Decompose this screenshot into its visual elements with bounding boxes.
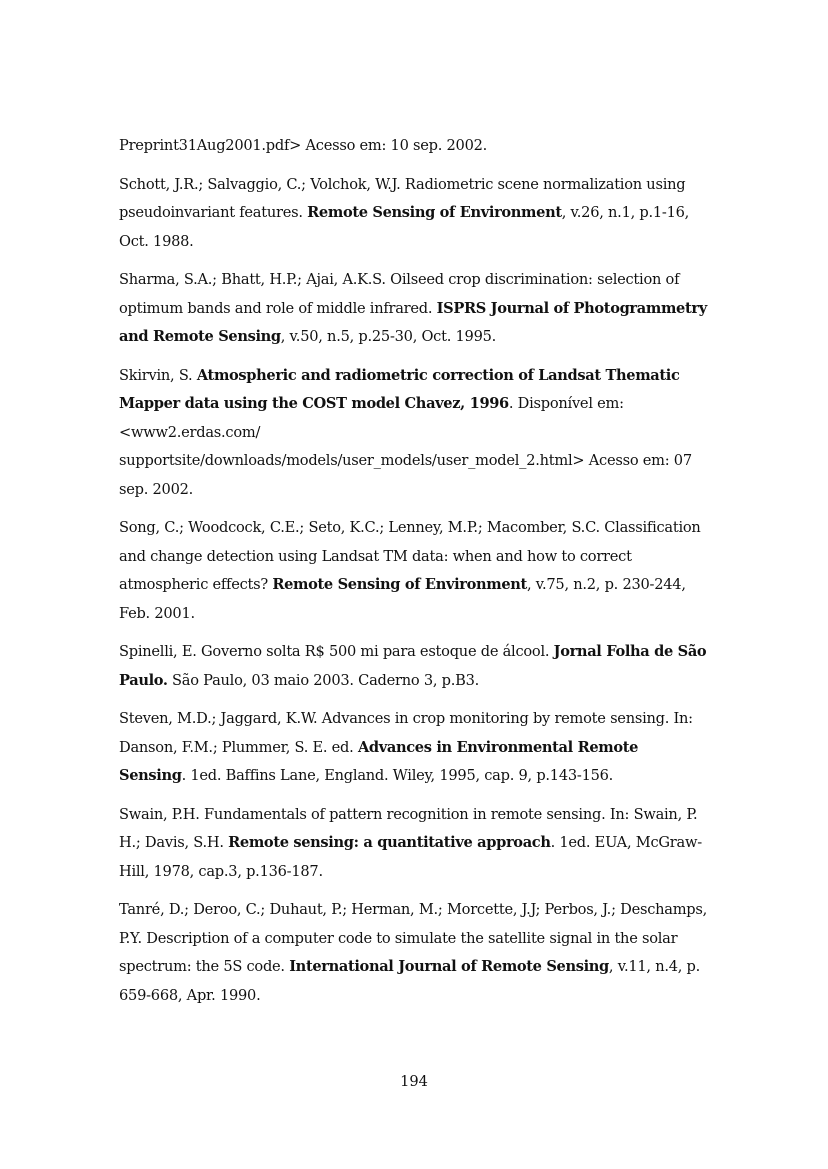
reference-entry bbox=[119, 638, 709, 695]
reference-text: Skirvin, S. bbox=[119, 366, 197, 384]
reference-entry bbox=[119, 801, 709, 887]
reference-source-title: International Journal of Remote Sensing bbox=[289, 958, 609, 975]
reference-text: Preprint31Aug2001.pdf> Acesso em: 10 sep. 2002. bbox=[119, 137, 488, 154]
reference-entry bbox=[119, 514, 709, 628]
reference-details: . 1ed. EUA, McGraw-Hill, 1978, cap.3, p.136-187. bbox=[119, 834, 702, 880]
reference-source-title: Jornal Folha de São Paulo. bbox=[119, 643, 707, 689]
reference-text: Steven, M.D.; Jaggard, K.W. Advances in crop monitoring by remote sensing. In: Danson, F.M.; Plummer, S. E. ed. bbox=[119, 710, 693, 756]
reference-text: Song, C.; Woodcock, C.E.; Seto, K.C.; Lenney, M.P.; Macomber, S.C. Classification and change detection using Landsat TM data: when and how to correct atmospheric effects? bbox=[119, 519, 701, 593]
reference-details: , v.11, n.4, p. 659-668, Apr. 1990. bbox=[119, 958, 701, 1004]
reference-entry bbox=[119, 132, 709, 161]
reference-source-title: Remote Sensing of Environment bbox=[272, 576, 527, 593]
reference-text: Spinelli, E. Governo solta R$ 500 mi para estoque de álcool. bbox=[119, 643, 554, 660]
reference-text: Sharma, S.A.; Bhatt, H.P.; Ajai, A.K.S. Oilseed crop discrimination: selection of optimum bands and role of middle infrared. bbox=[119, 271, 680, 317]
reference-source-title: Remote sensing: a quantitative approach bbox=[228, 834, 551, 851]
reference-source-title: Atmospheric and radiometric correction of Landsat Thematic Mapper data using the COST model Chavez, 1996 bbox=[119, 366, 680, 412]
reference-entry bbox=[119, 362, 709, 505]
reference-entry bbox=[119, 896, 709, 1010]
reference-text: Schott, J.R.; Salvaggio, C.; Volchok, W.J. Radiometric scene normalization using pseudoinvariant features. bbox=[119, 175, 686, 221]
reference-source-title: Advances in Environmental Remote Sensing bbox=[119, 738, 639, 784]
reference-entry bbox=[119, 705, 709, 791]
reference-details: São Paulo, 03 maio 2003. Caderno 3, p.B3. bbox=[167, 671, 480, 689]
reference-source-title: ISPRS Journal of Photogrammetry and Remote Sensing bbox=[119, 299, 707, 345]
page-number: 194 bbox=[400, 1073, 428, 1090]
reference-source-title: Remote Sensing of Environment bbox=[307, 204, 562, 221]
reference-entry bbox=[119, 171, 709, 257]
reference-details: , v.75, n.2, p. 230-244, Feb. 2001. bbox=[119, 576, 686, 622]
reference-details: , v.50, n.5, p.25-30, Oct. 1995. bbox=[280, 328, 497, 345]
reference-details: . 1ed. Baffins Lane, England. Wiley, 1995, cap. 9, p.143-156. bbox=[181, 767, 614, 784]
reference-list bbox=[119, 132, 709, 1020]
reference-entry bbox=[119, 266, 709, 352]
reference-text: Swain, P.H. Fundamentals of pattern recognition in remote sensing. In: Swain, P. H.; Davis, S.H. bbox=[119, 805, 698, 851]
reference-details: , v.26, n.1, p.1-16, Oct. 1988. bbox=[119, 204, 690, 250]
reference-details: . Disponível em: <www2.erdas.com/ supportsite/downloads/models/user_models/user_model_2.html> Acesso em: 07 sep. 2002. bbox=[119, 395, 692, 498]
reference-text: Tanré, D.; Deroo, C.; Duhaut, P.; Herman, M.; Morcette, J.J; Perbos, J.; Deschamps, P.Y. Description of a computer code to simulate the satellite signal in the solar spectrum: the 5S code. bbox=[119, 901, 708, 975]
